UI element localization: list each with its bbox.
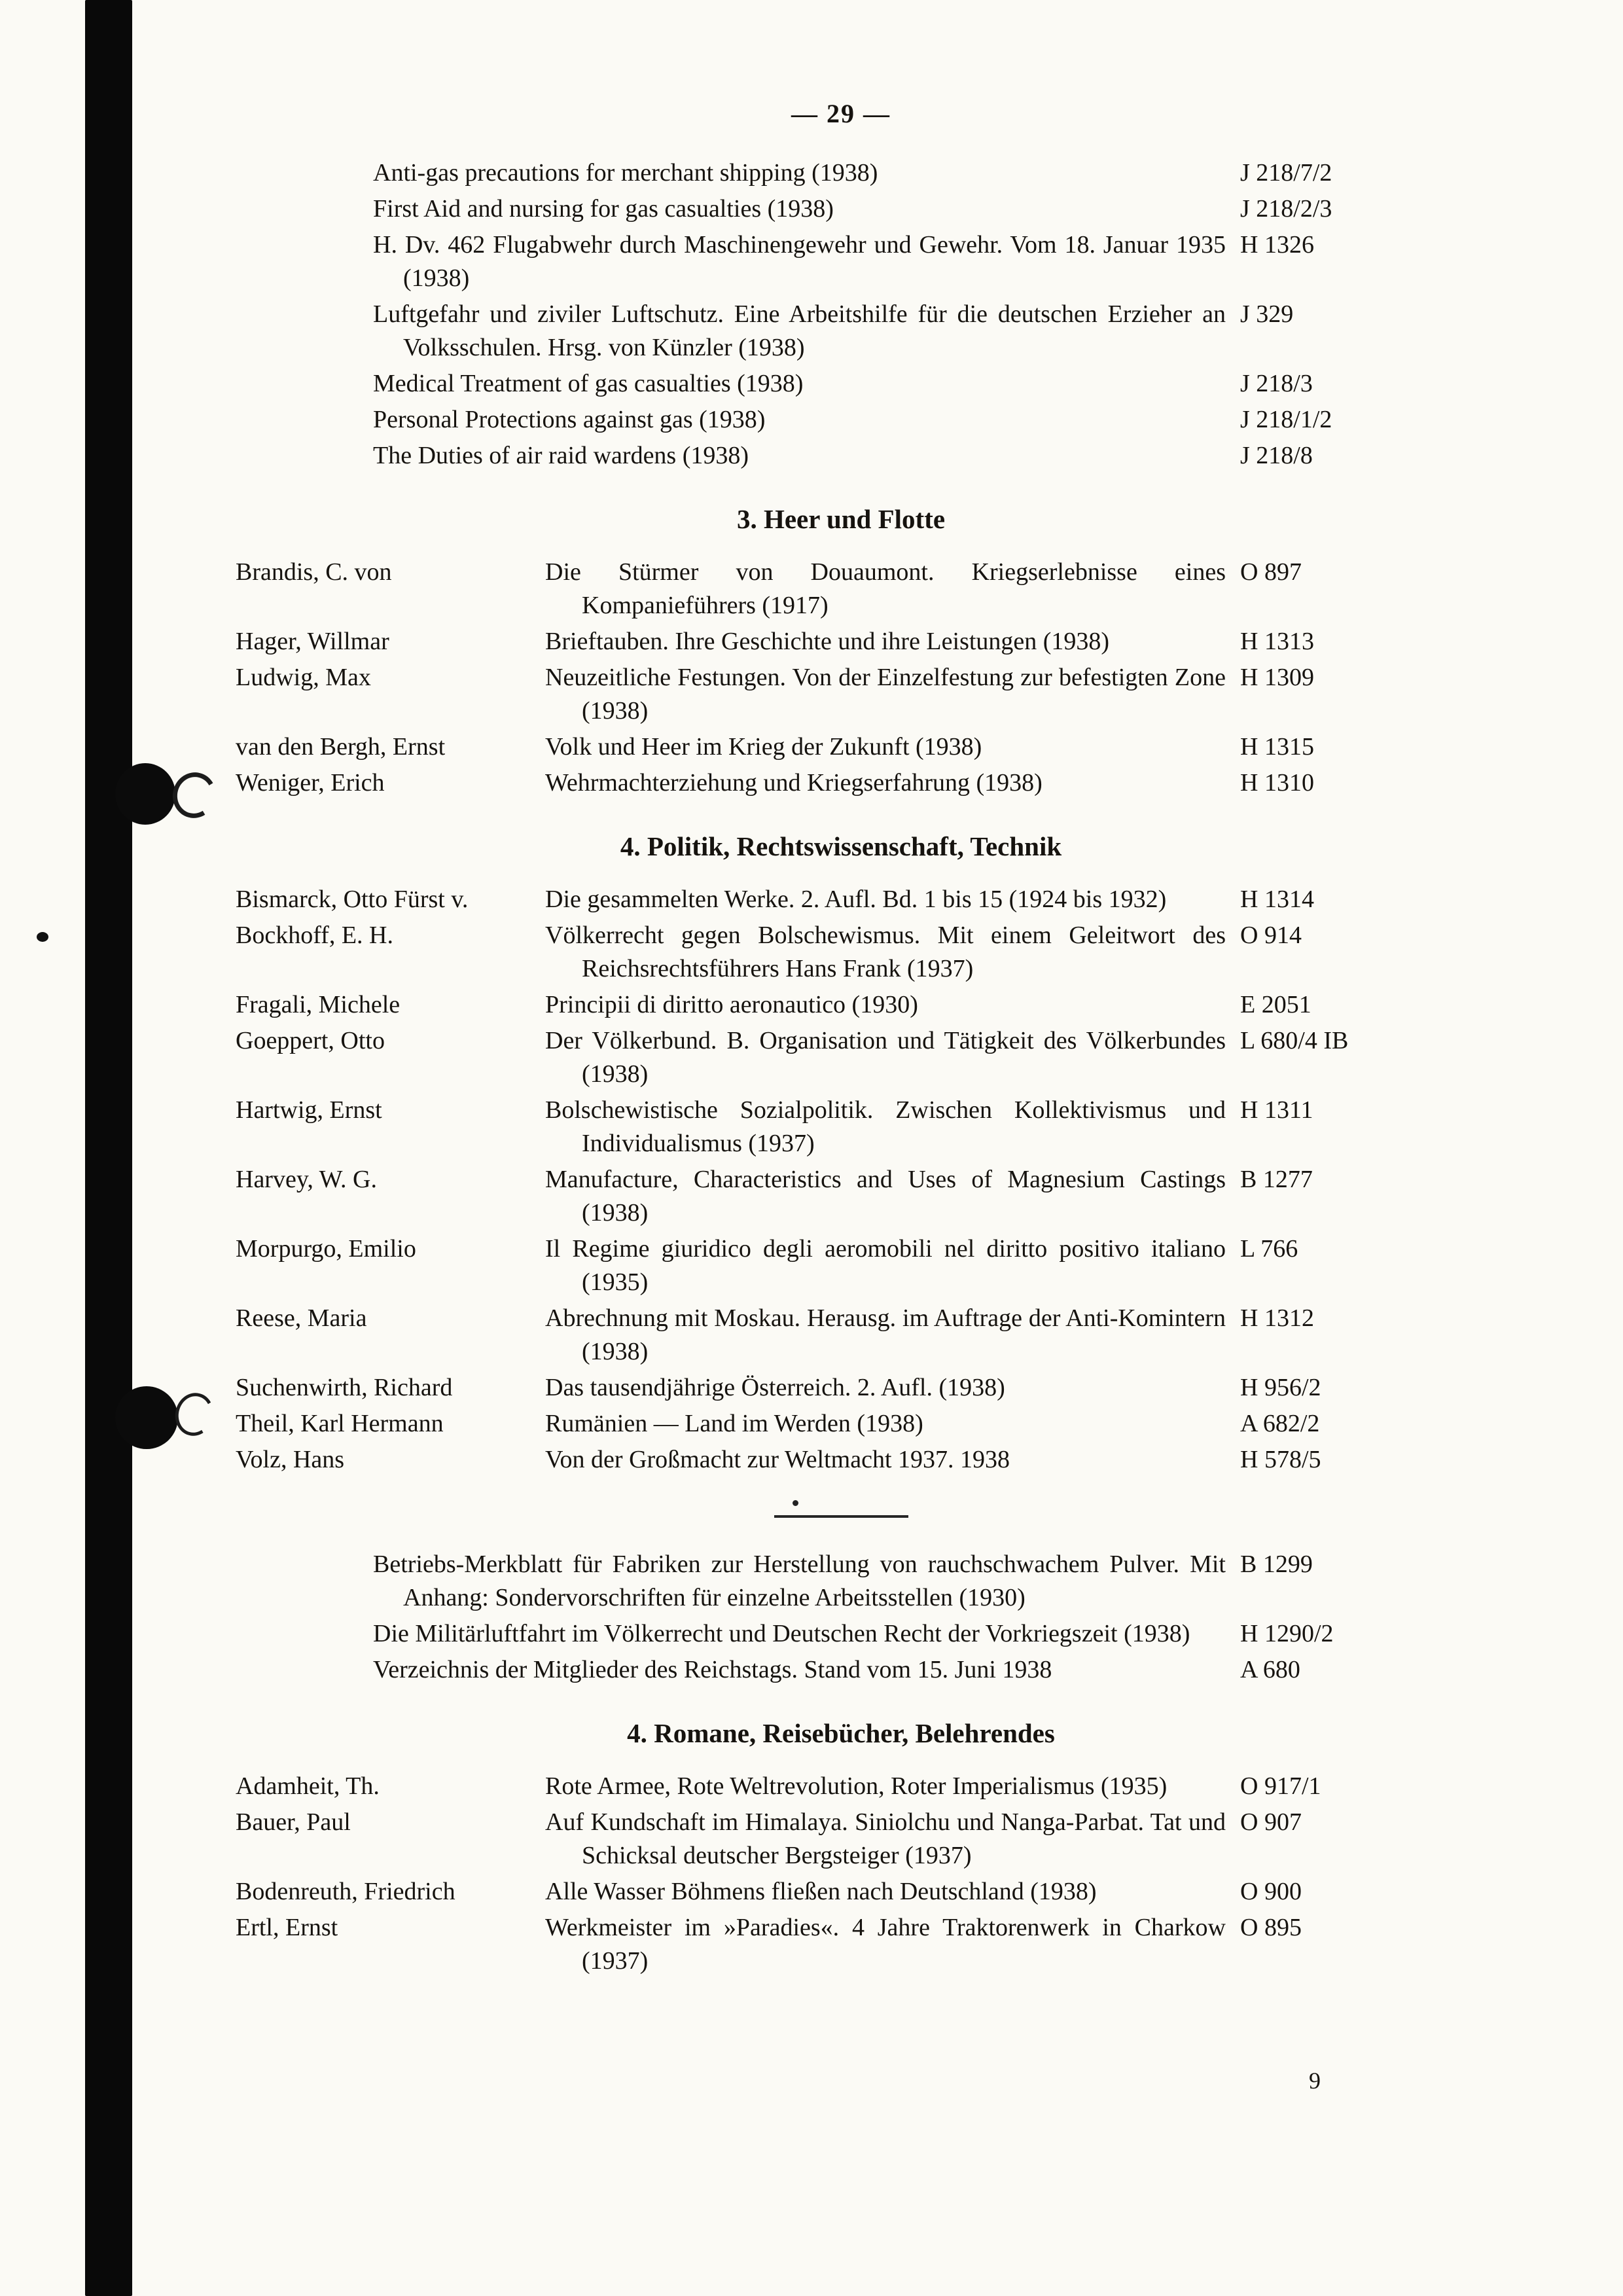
- entry-author: Bodenreuth, Friedrich: [236, 1878, 455, 1905]
- catalog-entry: [236, 919, 1590, 986]
- entry-title: Principii di diritto aeronautico (1930): [545, 991, 918, 1018]
- entry-ref: H 1311: [1240, 1096, 1313, 1124]
- entry-ref: B 1277: [1240, 1166, 1313, 1193]
- section-heading: 4. Romane, Reisebücher, Belehrendes: [627, 1718, 1055, 1748]
- catalog-entry: [236, 1163, 1590, 1230]
- entry-author: Suchenwirth, Richard: [236, 1374, 453, 1401]
- page-number: — 29 —: [791, 99, 891, 128]
- entry-title: Volk und Heer im Krieg der Zukunft (1938): [545, 733, 982, 761]
- entry-ref: J 218/3: [1240, 370, 1313, 397]
- entry-title: Personal Protections against gas (1938): [373, 406, 766, 433]
- entry-ref: H 956/2: [1240, 1374, 1321, 1401]
- entry-author: Ertl, Ernst: [236, 1914, 338, 1941]
- catalog-entry: [236, 228, 1590, 295]
- entry-author: van den Bergh, Ernst: [236, 733, 446, 761]
- entry-ref: H 1313: [1240, 628, 1314, 655]
- entry-author: Weniger, Erich: [236, 769, 385, 797]
- entry-author: Reese, Maria: [236, 1304, 367, 1332]
- entry-author: Goeppert, Otto: [236, 1027, 385, 1054]
- catalog-entry: [236, 1024, 1590, 1091]
- entry-ref: H 1310: [1240, 769, 1314, 797]
- entry-title: Die gesammelten Werke. 2. Aufl. Bd. 1 bis 15 (1924 bis 1932): [545, 886, 1167, 913]
- catalog-entry: [236, 766, 1590, 800]
- entry-title: H. Dv. 462 Flugabwehr durch Maschinengewehr und Gewehr. Vom 18. Januar 1935 (1938): [373, 231, 1226, 292]
- catalog-entry: [236, 1617, 1590, 1651]
- entry-author: Bauer, Paul: [236, 1808, 351, 1836]
- section-heading: 4. Politik, Rechtswissenschaft, Technik: [620, 831, 1062, 861]
- entry-ref: H 1314: [1240, 886, 1314, 913]
- catalog-entry: [236, 883, 1590, 916]
- entry-title: Anti-gas precautions for merchant shipping (1938): [373, 159, 878, 187]
- entry-author: Theil, Karl Hermann: [236, 1410, 444, 1437]
- entry-ref: J 218/1/2: [1240, 406, 1332, 433]
- pen-mark-paren: [171, 1389, 218, 1440]
- entry-ref: L 766: [1240, 1235, 1298, 1263]
- entry-title: Rote Armee, Rote Weltrevolution, Roter Imperialismus (1935): [545, 1772, 1168, 1800]
- entry-title: Bolschewistische Sozialpolitik. Zwischen Kollektivismus und Individualismus (1937): [545, 1096, 1226, 1157]
- entry-author: Volz, Hans: [236, 1446, 345, 1473]
- entry-author: Ludwig, Max: [236, 664, 371, 691]
- catalog-entry: [236, 403, 1590, 437]
- binding-edge-bar: [85, 0, 132, 2296]
- catalog-entry: [236, 298, 1590, 365]
- section-divider: [236, 1500, 1446, 1518]
- catalog-entry: [236, 1770, 1590, 1803]
- entry-author: Bockhoff, E. H.: [236, 922, 393, 949]
- catalog-entry: [236, 661, 1590, 728]
- pen-mark-c: [168, 768, 221, 823]
- footer-page-number: 9: [1309, 2068, 1321, 2094]
- entry-title: Die Stürmer von Douaumont. Kriegserlebnisse eines Kompanieführers (1917): [545, 558, 1226, 619]
- sections: [236, 156, 1590, 1978]
- entry-author: Fragali, Michele: [236, 991, 401, 1018]
- entry-ref: B 1299: [1240, 1551, 1313, 1578]
- entry-ref: E 2051: [1240, 991, 1311, 1018]
- entry-title: Manufacture, Characteristics and Uses of Magnesium Castings (1938): [545, 1166, 1226, 1227]
- entry-ref: O 907: [1240, 1808, 1302, 1836]
- entry-title: Das tausendjährige Österreich. 2. Aufl. (1938): [545, 1374, 1005, 1401]
- entry-title: Rumänien — Land im Werden (1938): [545, 1410, 923, 1437]
- entry-ref: A 682/2: [1240, 1410, 1320, 1437]
- entry-title: Werkmeister im »Paradies«. 4 Jahre Traktorenwerk in Charkow (1937): [545, 1914, 1226, 1975]
- entry-author: Brandis, C. von: [236, 558, 392, 586]
- document-content: [236, 98, 1590, 1981]
- catalog-entry: [236, 1371, 1590, 1405]
- binding-hole-mark: [115, 763, 175, 825]
- entry-author: Adamheit, Th.: [236, 1772, 380, 1800]
- catalog-entry: [236, 1232, 1590, 1299]
- entry-ref: A 680: [1240, 1656, 1300, 1683]
- catalog-entry: [236, 439, 1590, 473]
- entry-author: Harvey, W. G.: [236, 1166, 377, 1193]
- entry-ref: H 1309: [1240, 664, 1314, 691]
- catalog-entry: [236, 1875, 1590, 1909]
- entry-ref: H 1312: [1240, 1304, 1314, 1332]
- entry-title: Neuzeitliche Festungen. Von der Einzelfestung zur befestigten Zone (1938): [545, 664, 1226, 725]
- entry-author: Hartwig, Ernst: [236, 1096, 382, 1124]
- entry-ref: J 218/8: [1240, 442, 1313, 469]
- divider-rule: [774, 1515, 908, 1518]
- entry-title: Abrechnung mit Moskau. Herausg. im Auftrage der Anti-Komintern (1938): [545, 1304, 1226, 1365]
- divider-ink-dot: [793, 1500, 798, 1506]
- binding-hole-mark: [115, 1386, 178, 1449]
- catalog-entry: [236, 1407, 1590, 1441]
- ink-dot: [37, 932, 48, 942]
- entry-title: Von der Großmacht zur Weltmacht 1937. 1938: [545, 1446, 1010, 1473]
- catalog-entry: [236, 988, 1590, 1022]
- catalog-entry: [236, 156, 1590, 190]
- entry-title: Il Regime giuridico degli aeromobili nel diritto positivo italiano (1935): [545, 1235, 1226, 1296]
- entry-title: Brieftauben. Ihre Geschichte und ihre Leistungen (1938): [545, 628, 1110, 655]
- entry-title: The Duties of air raid wardens (1938): [373, 442, 749, 469]
- section-heading: 3. Heer und Flotte: [736, 504, 946, 534]
- entry-ref: H 1326: [1240, 231, 1314, 259]
- entry-ref: O 895: [1240, 1914, 1302, 1941]
- entry-ref: H 1290/2: [1240, 1620, 1334, 1647]
- entry-author: Hager, Willmar: [236, 628, 389, 655]
- entry-title: Verzeichnis der Mitglieder des Reichstags. Stand vom 15. Juni 1938: [373, 1656, 1052, 1683]
- catalog-entry: [236, 1548, 1590, 1615]
- entry-ref: O 917/1: [1240, 1772, 1321, 1800]
- catalog-entry: [236, 1302, 1590, 1369]
- entry-title: Luftgefahr und ziviler Luftschutz. Eine Arbeitshilfe für die deutschen Erzieher an Volksschulen. Hrsg. von Künzler (1938): [373, 300, 1226, 361]
- entry-title: Alle Wasser Böhmens fließen nach Deutschland (1938): [545, 1878, 1097, 1905]
- entry-ref: J 218/2/3: [1240, 195, 1332, 223]
- catalog-entry: [236, 367, 1590, 401]
- entry-ref: O 897: [1240, 558, 1302, 586]
- entry-author: Morpurgo, Emilio: [236, 1235, 416, 1263]
- entry-ref: O 914: [1240, 922, 1302, 949]
- catalog-entry: [236, 1094, 1590, 1160]
- entry-ref: J 329: [1240, 300, 1294, 328]
- entry-title: First Aid and nursing for gas casualties (1938): [373, 195, 834, 223]
- catalog-entry: [236, 1911, 1590, 1978]
- entry-title: Wehrmachterziehung und Kriegserfahrung (1938): [545, 769, 1043, 797]
- entry-ref: L 680/4 IB: [1240, 1027, 1349, 1054]
- entry-author: Bismarck, Otto Fürst v.: [236, 886, 469, 913]
- catalog-entry: [236, 1443, 1590, 1477]
- catalog-entry: [236, 625, 1590, 658]
- entry-title: Die Militärluftfahrt im Völkerrecht und Deutschen Recht der Vorkriegszeit (1938): [373, 1620, 1190, 1647]
- catalog-entry: [236, 730, 1590, 764]
- entry-ref: H 578/5: [1240, 1446, 1321, 1473]
- catalog-entry: [236, 1806, 1590, 1873]
- entry-title: Betriebs-Merkblatt für Fabriken zur Herstellung von rauchschwachem Pulver. Mit Anhang: Sondervorschriften für einzelne Arbeitsstellen (1930): [373, 1551, 1226, 1611]
- catalog-entry: [236, 556, 1590, 622]
- entry-title: Völkerrecht gegen Bolschewismus. Mit einem Geleitwort des Reichsrechtsführers Hans Frank (1937): [545, 922, 1226, 982]
- entry-ref: J 218/7/2: [1240, 159, 1332, 187]
- entry-title: Auf Kundschaft im Himalaya. Siniolchu und Nanga-Parbat. Tat und Schicksal deutscher Bergsteiger (1937): [545, 1808, 1226, 1869]
- entry-ref: O 900: [1240, 1878, 1302, 1905]
- entry-ref: H 1315: [1240, 733, 1314, 761]
- catalog-entry: [236, 1653, 1590, 1687]
- entry-title: Medical Treatment of gas casualties (1938): [373, 370, 804, 397]
- entry-title: Der Völkerbund. B. Organisation und Tätigkeit des Völkerbundes (1938): [545, 1027, 1226, 1088]
- catalog-entry: [236, 192, 1590, 226]
